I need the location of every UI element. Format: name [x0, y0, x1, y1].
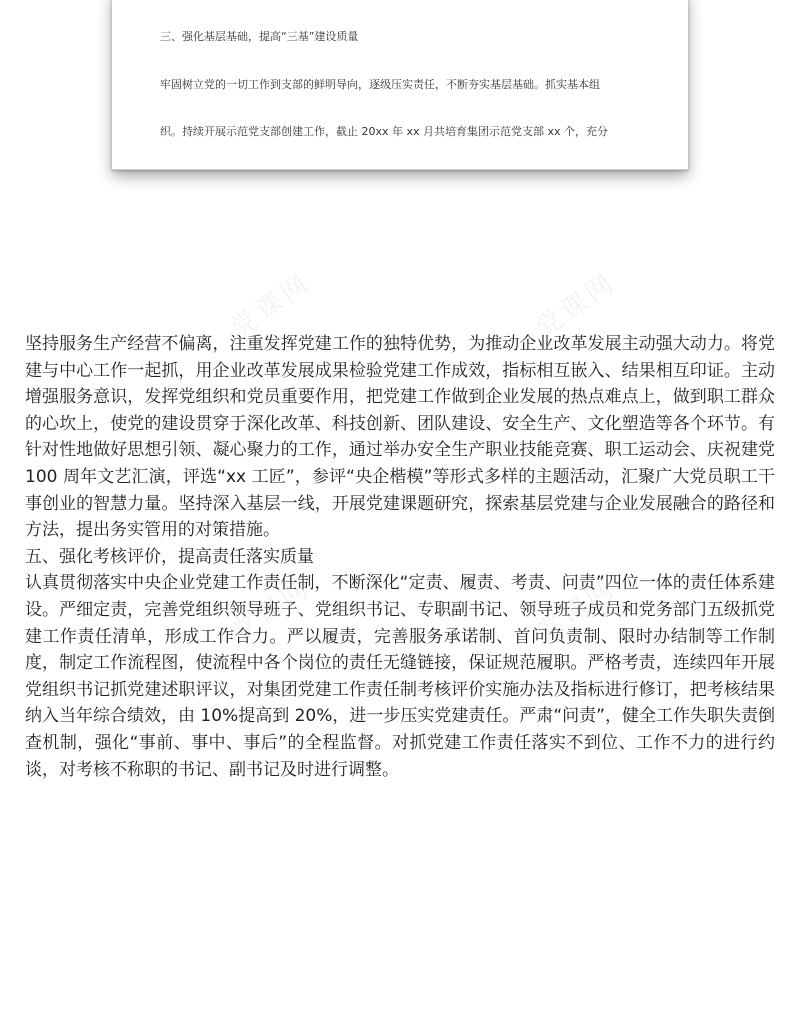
page-preview-card	[112, 0, 688, 170]
preview-line: 织。持续开展示范党支部创建工作，截止 20xx 年 xx 月共培育集团示范党支部 xx 个，充分	[160, 125, 609, 139]
watermark: 党课网	[225, 267, 317, 344]
watermark: 党课网	[530, 267, 622, 344]
document-body	[25, 331, 781, 783]
watermark: 党课网	[530, 572, 622, 649]
body-paragraph: 坚持服务生产经营不偏离，注重发挥党建工作的独特优势，为推动企业改革发展主动强大动力。将党建与中心工作一起抓，用企业改革发展成果检验党建工作成效，指标相互嵌入、结果相互印证。主动增强服务意识，发挥党组织和党员重要作用，把党建工作做到企业发展的热点难点上，做到职工群众的心坎上，使党的建设贯穿于深化改革、科技创新、团队建设、安全生产、文化塑造等各个环节。有针对性地做好思想引领、凝心聚力的工作，通过举办安全生产职业技能竞赛、职工运动会、庆祝建党 100 周年文艺汇演，评选“xx 工匠”，参评“央企楷模”等形式多样的主题活动，汇聚广大党员职工干事创业的智慧力量。坚持深入基层一线，开展党建课题研究，探索基层党建与企业发展融合的路径和方法，提出务实管用的对策措施。	[25, 334, 781, 541]
section-heading: 五、强化考核评价，提高责任落实质量	[25, 546, 314, 567]
preview-line: 牢固树立党的一切工作到支部的鲜明导向，逐级压实责任，不断夯实基层基础。抓实基本组	[160, 77, 600, 91]
body-paragraph: 认真贯彻落实中央企业党建工作责任制，不断深化“定责、履责、考责、问责”四位一体的责任体系建设。严细定责，完善党组织领导班子、党组织书记、专职副书记、领导班子成员和党务部门五级抓党建工作责任清单，形成工作合力。严以履责，完善服务承诺制、首问负责制、限时办结制等工作制度，制定工作流程图，使流程中各个岗位的责任无缝链接，保证规范履职。严格考责，连续四年开展党组织书记抓党建述职评议，对集团党建工作责任制考核评价实施办法及指标进行修订，把考核结果纳入当年综合绩效，由 10%提高到 20%，进一步压实党建责任。严肃“问责”，健全工作失职失责倒查机制，强化“事前、事中、事后”的全程监督。对抓党建工作责任落实不到位、工作不力的进行约谈，对考核不称职的书记、副书记及时进行调整。	[25, 573, 775, 780]
preview-line: 三、强化基层基础，提高“三基”建设质量	[160, 29, 359, 43]
preview-text	[160, 0, 668, 170]
watermark: 党课网	[225, 572, 317, 649]
